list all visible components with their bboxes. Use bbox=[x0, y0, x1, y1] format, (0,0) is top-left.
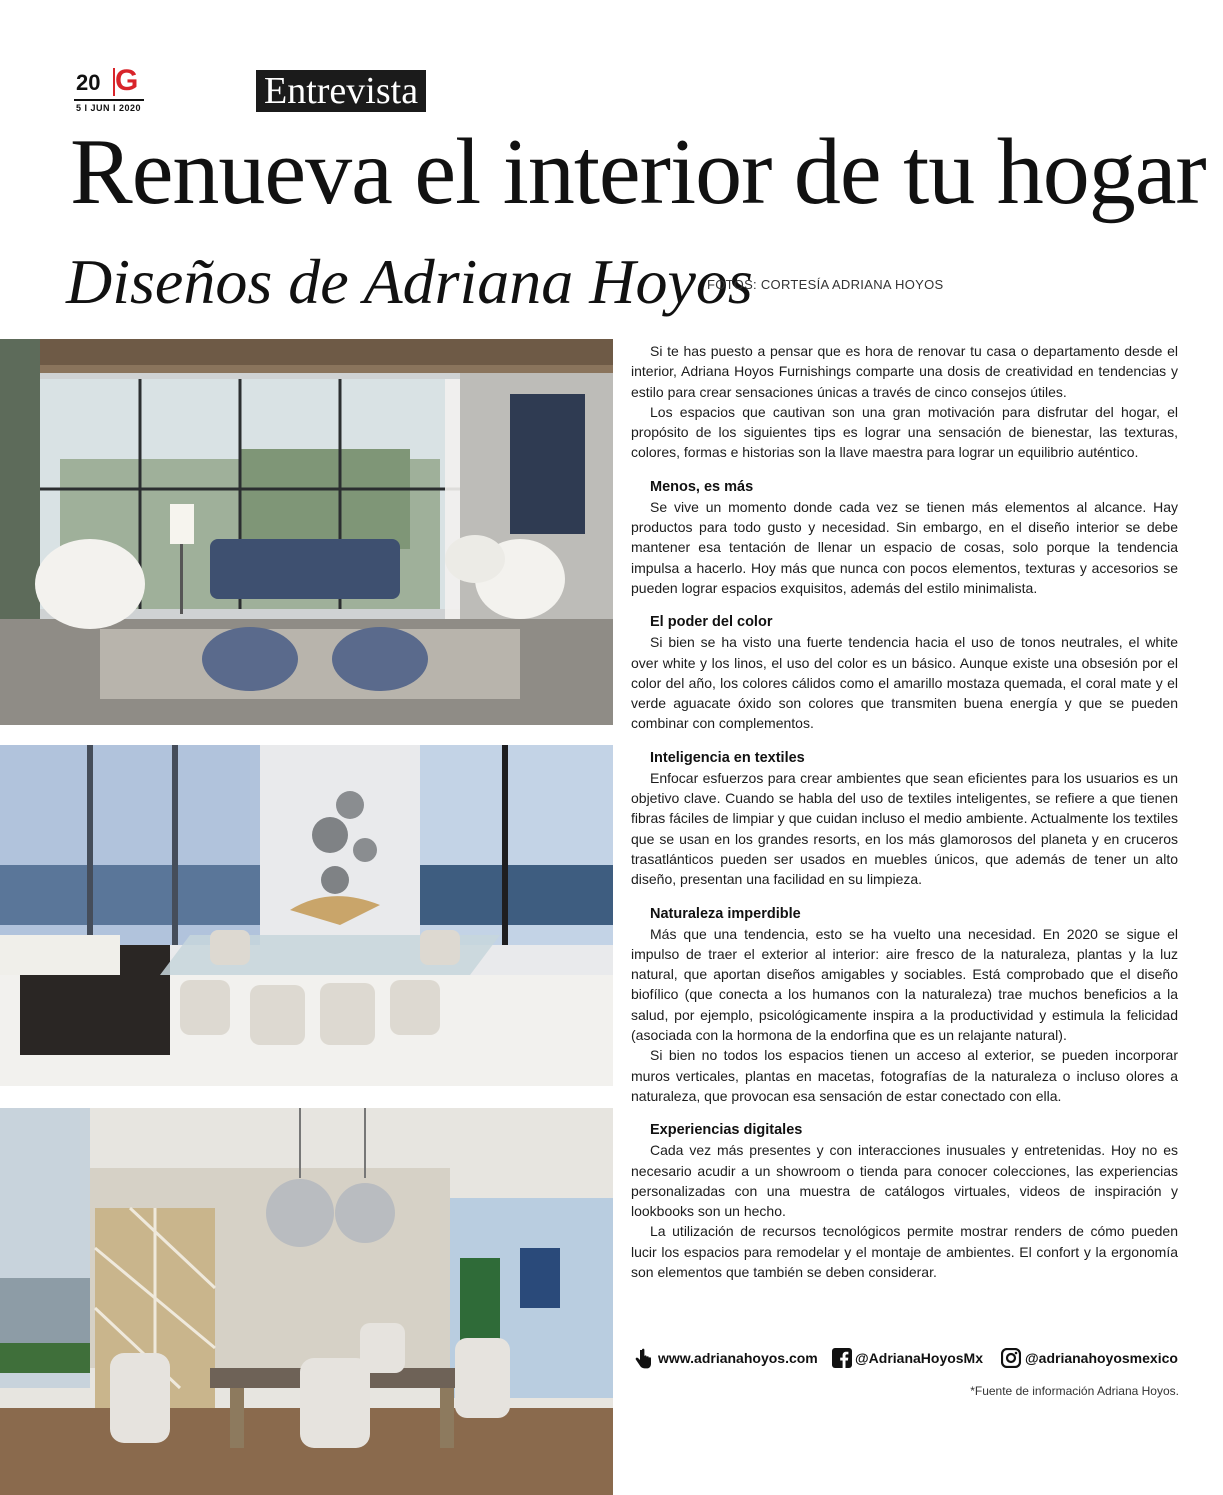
section-tag: Entrevista bbox=[256, 70, 426, 112]
masthead-rule bbox=[74, 99, 144, 101]
website-link[interactable]: www.adrianahoyos.com bbox=[658, 1350, 818, 1366]
section-heading-naturaleza: Naturaleza imperdible bbox=[650, 905, 801, 922]
section-heading-menos: Menos, es más bbox=[650, 478, 754, 495]
section-paragraph: Si bien no todos los espacios tienen un acceso al exterior, se pueden incorporar muros verticales, plantas en macetas, fotografías de la naturaleza o incluso olores a naturaleza, que provocan esa sensación de estar conectado con ella. bbox=[631, 1047, 1178, 1104]
intro-paragraph-1: Si te has puesto a pensar que es hora de renovar tu casa o departamento desde el interior, Adriana Hoyos Furnishings comparte una dosis de creatividad en tendencias y estilo para crear sensaciones únicas a través de cinco consejos útiles. bbox=[631, 343, 1178, 400]
section-paragraph: Se vive un momento donde cada vez se tienen más elementos al alcance. Hay productos para todo gusto y necesidad. Sin embargo, en el diseño interior se debe mantener esa tentación de llenar un espacio de cosas, solo porque la tendencia impulsa a hacerlo. Hoy más que nunca con pocos elementos, texturas y accesorios se pueden lograr espacios exquisitos, además del estilo minimalista. bbox=[631, 498, 1178, 596]
intro-paragraph-2: Los espacios que cautivan son una gran motivación para disfrutar del hogar, el propósito de los siguientes tips es lograr una sensación de bienestar, las texturas, colores, formas e historias son la llave maestra para lograr un equilibrio auténtico. bbox=[631, 403, 1178, 461]
article-body bbox=[631, 341, 1178, 1282]
contact-bar bbox=[634, 1346, 1179, 1370]
pointing-hand-icon bbox=[634, 1348, 652, 1373]
section-paragraph: Enfocar esfuerzos para crear ambientes que sean eficientes para los usuarios es un objetivo clave. Cuando se habla del uso de textiles inteligentes, se refiere a que tienen fibras fáciles de limpiar y que cuidan incluso el medio ambiente. Actualmente los textiles que se usan en los grandes resorts, en los más glamorosos del planeta y en cruceros trasatlánticos pueden ser usados en muebles únicos, que además de tener un alto diseño, presentan una facilidad en su limpieza. bbox=[631, 769, 1178, 888]
photo-dining-room bbox=[0, 745, 613, 1086]
facebook-link[interactable]: @AdrianaHoyosMx bbox=[855, 1350, 984, 1366]
source-note: *Fuente de información Adriana Hoyos. bbox=[970, 1384, 1179, 1398]
photo-living-room bbox=[0, 339, 613, 725]
headline: Renueva el interior de tu hogar bbox=[70, 120, 1206, 224]
subhead: Diseños de Adriana Hoyos bbox=[66, 246, 753, 317]
section-heading-textiles: Inteligencia en textiles bbox=[650, 749, 805, 766]
section-heading-color: El poder del color bbox=[650, 614, 773, 631]
issue-date: 5 I JUN I 2020 bbox=[76, 103, 142, 113]
photo-chandelier-room bbox=[0, 1108, 613, 1495]
section-paragraph: Más que una tendencia, esto se ha vuelto una necesidad. En 2020 se sigue el impulso de traer el exterior al interior: aire fresco de la naturaleza, plantas y la luz natural, que aportan diseños amigables y sociables. Está comprobado que el diseño biofílico (que conecta a los humanos con la naturaleza) trae muchos beneficios a la salud, por ejemplo, psicológicamente inspira a la productividad y estimula la felicidad (asociada con la hormona de la endorfina que es un relajante natural). bbox=[631, 925, 1178, 1044]
section-heading-digitales: Experiencias digitales bbox=[650, 1122, 803, 1139]
facebook-icon bbox=[832, 1348, 852, 1371]
section-paragraph: La utilización de recursos tecnológicos permite mostrar renders de cómo pueden lucir los espacios para remodelar y el montaje de ambientes. El confort y la ergonomía son elementos que también se deben considerar. bbox=[631, 1223, 1178, 1280]
section-paragraph: Cada vez más presentes y con interacciones inusuales y entretenidas. Hoy no es necesario acudir a un showroom o tienda para conocer colecciones, las experiencias personalizadas con una muestra de catálogos virtuales, videos de inspiración y lookbooks son un hecho. bbox=[631, 1142, 1178, 1220]
instagram-icon bbox=[1001, 1348, 1021, 1371]
instagram-link[interactable]: @adrianahoyosmexico bbox=[1025, 1350, 1178, 1366]
publication-logo: G bbox=[115, 64, 139, 97]
section-paragraph: Si bien se ha visto una fuerte tendencia hacia el uso de tonos neutrales, el white over white y los linos, el uso del color es un básico. Aunque existe una obsesión por el color del año, los colores cálidos como el amarillo mostaza quemada, el coral mate y el verde aguacate óxido son colores que transmiten buena energía y que se pueden combinar con complementos. bbox=[631, 634, 1178, 732]
page-number: 20 bbox=[76, 70, 101, 95]
photo-credit: FOTOS: CORTESÍA ADRIANA HOYOS bbox=[707, 277, 944, 292]
